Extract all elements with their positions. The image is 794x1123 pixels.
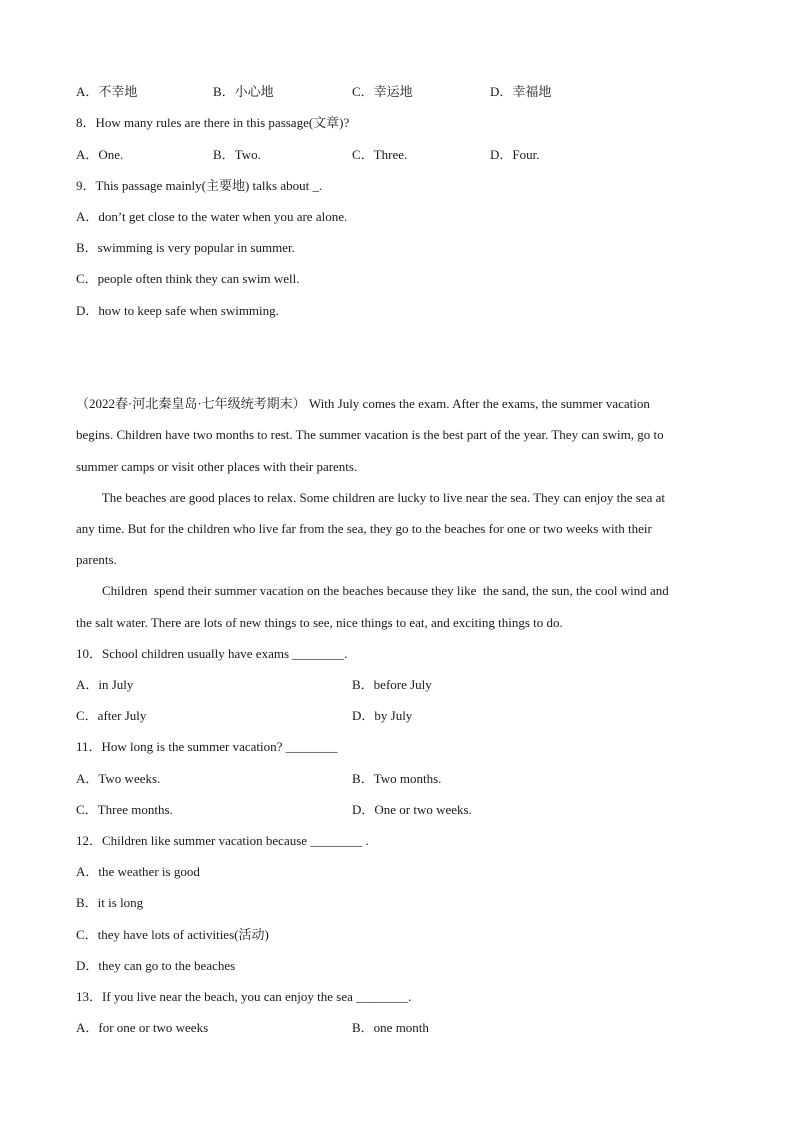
q9-option-c: C．people often think they can swim well.	[76, 271, 300, 286]
q12-option-c: C．they have lots of activities(活动)	[76, 927, 269, 942]
passage-line: The beaches are good places to relax. Some children are lucky to live near the sea. They can enjoy the sea at	[76, 490, 665, 505]
q10-stem: 10．School children usually have exams ________.	[76, 646, 348, 661]
q8-option-c: C．Three.	[352, 147, 408, 162]
q11-stem: 11．How long is the summer vacation? ________	[76, 739, 338, 754]
q11-option-d: D．One or two weeks.	[352, 802, 472, 817]
q7-option-c: C．幸运地	[352, 84, 413, 99]
q13-stem: 13．If you live near the beach, you can enjoy the sea ________.	[76, 989, 412, 1004]
q9-option-d: D．how to keep safe when swimming.	[76, 303, 279, 318]
q10-option-d: D．by July	[352, 708, 413, 723]
q10-option-b: B．before July	[352, 677, 432, 692]
q8-option-d: D．Four.	[490, 147, 540, 162]
q11-option-c: C．Three months.	[76, 802, 173, 817]
q8-option-a: A．One.	[76, 147, 124, 162]
passage-line: the salt water. There are lots of new things to see, nice things to eat, and exciting things to do.	[76, 615, 563, 630]
passage-line: summer camps or visit other places with their parents.	[76, 459, 358, 474]
passage-line: begins. Children have two months to rest. The summer vacation is the best part of the year. They can swim, go to	[76, 427, 664, 442]
q13-option-b: B．one month	[352, 1020, 429, 1035]
q11-option-b: B．Two months.	[352, 771, 442, 786]
q8-option-b: B．Two.	[213, 147, 261, 162]
passage-line: any time. But for the children who live far from the sea, they go to the beaches for one or two weeks with their	[76, 521, 652, 536]
q7-option-b: B．小心地	[213, 84, 274, 99]
q13-option-a: A．for one or two weeks	[76, 1020, 209, 1035]
q9-stem: 9．This passage mainly(主要地) talks about _.	[76, 178, 323, 193]
passage-line: Children spend their summer vacation on the beaches because they like the sand, the sun, the cool wind and	[76, 583, 669, 598]
passage-line: parents.	[76, 552, 117, 567]
q9-option-b: B．swimming is very popular in summer.	[76, 240, 295, 255]
q10-option-a: A．in July	[76, 677, 134, 692]
q12-option-d: D．they can go to the beaches	[76, 958, 236, 973]
q12-stem: 12．Children like summer vacation because ________ .	[76, 833, 369, 848]
q11-option-a: A．Two weeks.	[76, 771, 161, 786]
q12-option-b: B．it is long	[76, 895, 144, 910]
q7-option-a: A．不幸地	[76, 84, 138, 99]
q9-option-a: A．don’t get close to the water when you are alone.	[76, 209, 348, 224]
passage-line: （2022春·河北秦皇岛·七年级统考期末） With July comes the exam. After the exams, the summer vacation	[76, 396, 650, 411]
q8-stem: 8．How many rules are there in this passage(文章)?	[76, 115, 350, 130]
q10-option-c: C．after July	[76, 708, 147, 723]
q12-option-a: A．the weather is good	[76, 864, 200, 879]
q7-option-d: D．幸福地	[490, 84, 552, 99]
